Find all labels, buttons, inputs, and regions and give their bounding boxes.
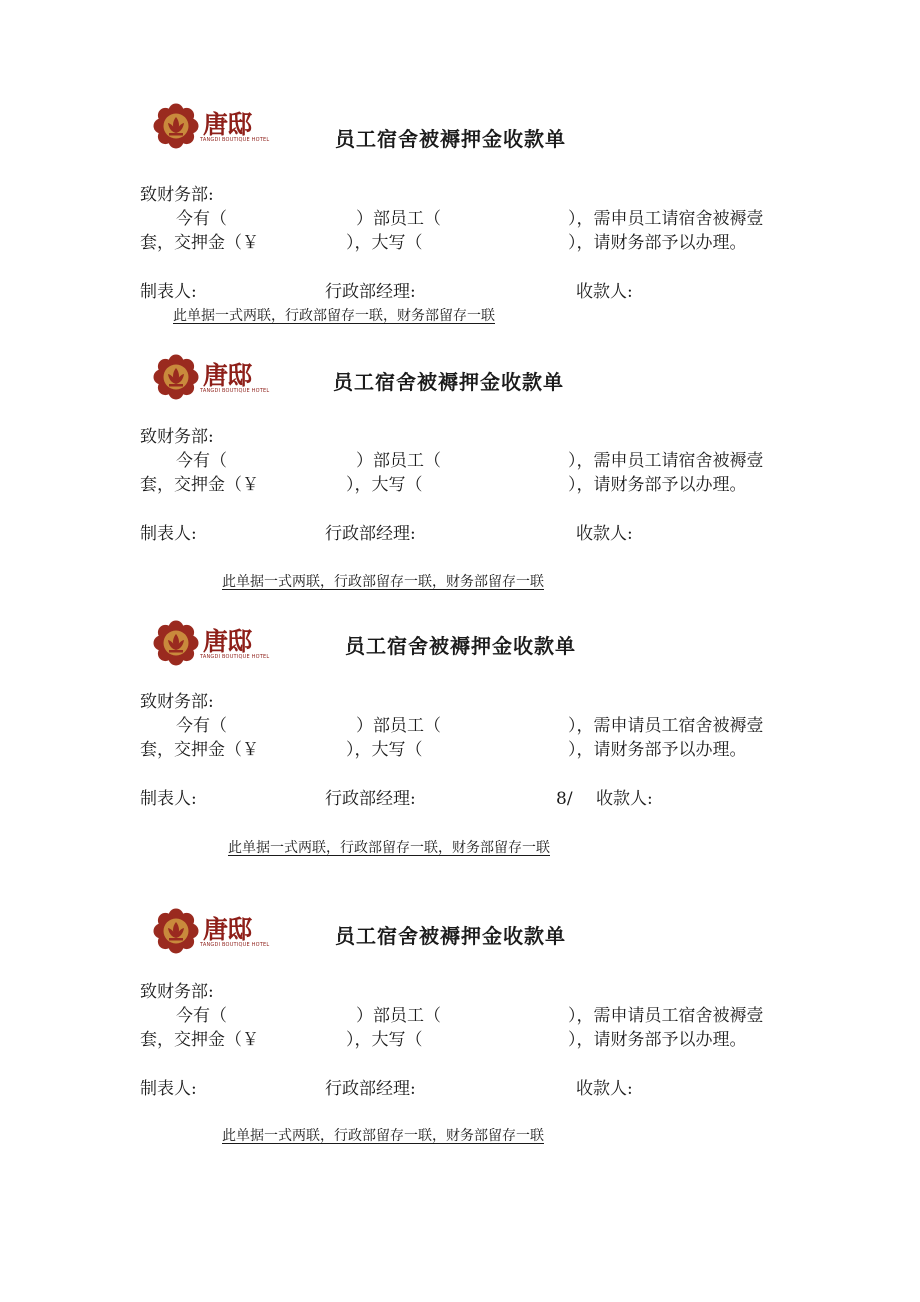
hotel-logo [153, 620, 270, 672]
line2-part-a: 套，交押金（￥ [140, 1030, 259, 1050]
addressee: 致财务部: [140, 982, 214, 1002]
logo-brand: 唐邸 [203, 110, 252, 139]
line1-part-a: 今有（ [176, 451, 227, 471]
hotel-logo [153, 103, 270, 155]
stray-mark: 8/ [556, 789, 573, 809]
line2-part-c: ），请财务部予以办理。 [568, 1030, 747, 1050]
logo-tagline: TANGDI BOUTIQUE HOTEL [200, 388, 270, 394]
line2-part-a: 套，交押金（￥ [140, 475, 259, 495]
logo-brand: 唐邸 [203, 361, 252, 390]
line1-part-c: ），需申请员工宿舍被褥壹 [568, 1006, 764, 1026]
line2-part-c: ），请财务部予以办理。 [568, 475, 747, 495]
preparer-label: 制表人: [140, 524, 197, 544]
line1-part-c: ），需申员工请宿舍被褥壹 [568, 451, 764, 471]
line1-part-b: ）部员工（ [356, 209, 441, 229]
line1-part-a: 今有（ [176, 716, 227, 736]
preparer-label: 制表人: [140, 1079, 197, 1099]
lotus-emblem-icon [153, 354, 199, 400]
receipt-form [0, 892, 920, 1144]
retention-note: 此单据一式两联，行政部留存一联，财务部留存一联 [222, 574, 544, 590]
line1-part-b: ）部员工（ [356, 716, 441, 736]
hotel-logo [153, 354, 270, 406]
logo-brand: 唐邸 [203, 627, 252, 656]
line2-part-b: ），大写（ [346, 475, 423, 495]
form-title: 员工宿舍被褥押金收款单 [335, 924, 566, 948]
form-title: 员工宿舍被褥押金收款单 [333, 370, 564, 394]
receiver-label: 收款人: [596, 789, 653, 809]
preparer-label: 制表人: [140, 789, 197, 809]
line2-part-b: ），大写（ [346, 233, 423, 253]
retention-note: 此单据一式两联，行政部留存一联，财务部留存一联 [173, 308, 495, 324]
line1-part-b: ）部员工（ [356, 1006, 441, 1026]
addressee: 致财务部: [140, 427, 214, 447]
receipt-form [0, 95, 920, 335]
receipt-form [0, 602, 920, 856]
line2-part-c: ），请财务部予以办理。 [568, 233, 747, 253]
receiver-label: 收款人: [576, 1079, 633, 1099]
line2-part-c: ），请财务部予以办理。 [568, 740, 747, 760]
preparer-label: 制表人: [140, 282, 197, 302]
line2-part-a: 套，交押金（￥ [140, 740, 259, 760]
retention-note: 此单据一式两联，行政部留存一联，财务部留存一联 [228, 840, 550, 856]
lotus-emblem-icon [153, 620, 199, 666]
logo-tagline: TANGDI BOUTIQUE HOTEL [200, 654, 270, 660]
logo-tagline: TANGDI BOUTIQUE HOTEL [200, 137, 270, 143]
line1-part-a: 今有（ [176, 1006, 227, 1026]
lotus-emblem-icon [153, 908, 199, 954]
hotel-logo [153, 908, 270, 960]
manager-label: 行政部经理: [325, 282, 416, 302]
receiver-label: 收款人: [576, 282, 633, 302]
addressee: 致财务部: [140, 692, 214, 712]
logo-brand: 唐邸 [203, 915, 252, 944]
manager-label: 行政部经理: [325, 1079, 416, 1099]
manager-label: 行政部经理: [325, 524, 416, 544]
logo-tagline: TANGDI BOUTIQUE HOTEL [200, 942, 270, 948]
receiver-label: 收款人: [576, 524, 633, 544]
line2-part-b: ），大写（ [346, 740, 423, 760]
receipt-form [0, 337, 920, 590]
line1-part-c: ），需申员工请宿舍被褥壹 [568, 209, 764, 229]
line1-part-c: ），需申请员工宿舍被褥壹 [568, 716, 764, 736]
line1-part-a: 今有（ [176, 209, 227, 229]
retention-note: 此单据一式两联，行政部留存一联，财务部留存一联 [222, 1128, 544, 1144]
form-title: 员工宿舍被褥押金收款单 [345, 634, 576, 658]
manager-label: 行政部经理: [325, 789, 416, 809]
line1-part-b: ）部员工（ [356, 451, 441, 471]
lotus-emblem-icon [153, 103, 199, 149]
line2-part-a: 套，交押金（￥ [140, 233, 259, 253]
line2-part-b: ），大写（ [346, 1030, 423, 1050]
form-title: 员工宿舍被褥押金收款单 [335, 127, 566, 151]
addressee: 致财务部: [140, 185, 214, 205]
